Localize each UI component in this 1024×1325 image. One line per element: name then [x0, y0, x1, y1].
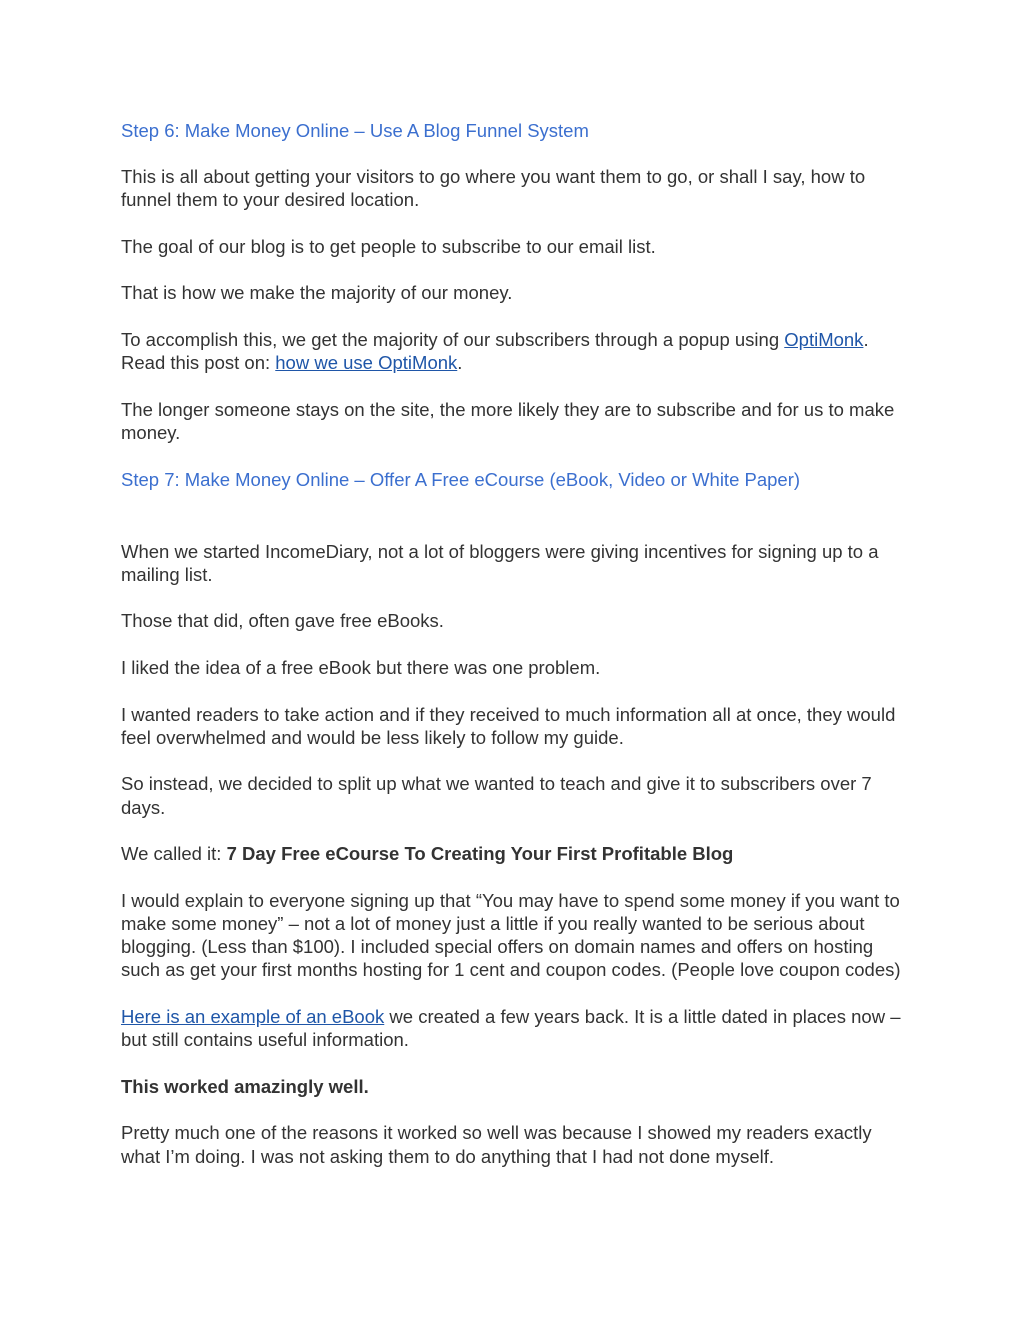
step-6-heading: Step 6: Make Money Online – Use A Blog Funnel System: [121, 120, 589, 141]
step-7-paragraph-called-it: [121, 842, 911, 865]
step-7-paragraph-reasons: Pretty much one of the reasons it worked so well was because I showed my readers exactly what I’m doing. I was not asking them to do anything that I had not done myself.: [121, 1122, 872, 1167]
step-7-paragraph-problem: I liked the idea of a free eBook but there was one problem.: [121, 656, 601, 678]
popup-text-after: .: [457, 352, 463, 374]
called-it-label: We called it:: [121, 843, 227, 865]
step-7-heading: Step 7: Make Money Online – Offer A Free eCourse (eBook, Video or White Paper): [121, 468, 801, 490]
step-7-paragraph-overwhelmed: I wanted readers to take action and if they received to much information all at once, they would feel overwhelmed and would be less likely to follow my guide.: [121, 703, 896, 748]
step-7-paragraph-worked-well: [121, 1075, 911, 1098]
step-7-paragraph-ebook-example: [121, 1005, 911, 1051]
step-7-paragraph-spend-money: I would explain to everyone signing up that “You may have to spend some money if you want to make some money” – not a lot of money just a little if you really wanted to be serious about blogging. (Less than $100). I included special offers on domain names and offers on hosting such as get your first months hosting for 1 cent and coupon codes. (People love coupon codes): [121, 889, 901, 981]
popup-text-middle: . Read this post on:: [121, 328, 869, 374]
popup-text-before: To accomplish this, we get the majority of our subscribers through a popup using: [121, 328, 785, 350]
step-6-paragraph-funnel: This is all about getting your visitors to go where you want them to go, or shall I say, how to funnel them to your desired location.: [121, 166, 866, 211]
step-6-paragraph-popup: [121, 328, 911, 374]
document-page: [121, 119, 911, 1191]
optimonk-link[interactable]: OptiMonk: [784, 328, 864, 350]
ebook-example-text: we created a few years back. It is a little dated in places now – but still contains useful information.: [121, 1005, 901, 1051]
worked-well-text: This worked amazingly well.: [121, 1075, 369, 1097]
step-6-paragraph-goal: The goal of our blog is to get people to subscribe to our email list.: [121, 235, 656, 257]
step-7-paragraph-incomediary: When we started IncomeDiary, not a lot of bloggers were giving incentives for signing up to a mailing list.: [121, 540, 879, 585]
ebook-example-link[interactable]: Here is an example of an eBook: [121, 1005, 385, 1027]
how-we-use-optimonk-link[interactable]: how we use OptiMonk: [275, 352, 458, 374]
step-7-paragraph-7-days: So instead, we decided to split up what we wanted to teach and give it to subscribers over 7 days.: [121, 773, 872, 818]
step-7-paragraph-free-ebooks: Those that did, often gave free eBooks.: [121, 610, 444, 632]
ecourse-title: 7 Day Free eCourse To Creating Your First Profitable Blog: [226, 843, 734, 865]
step-6-paragraph-money: That is how we make the majority of our money.: [121, 282, 513, 304]
step-6-paragraph-longer-stay: The longer someone stays on the site, the more likely they are to subscribe and for us to make money.: [121, 398, 895, 443]
